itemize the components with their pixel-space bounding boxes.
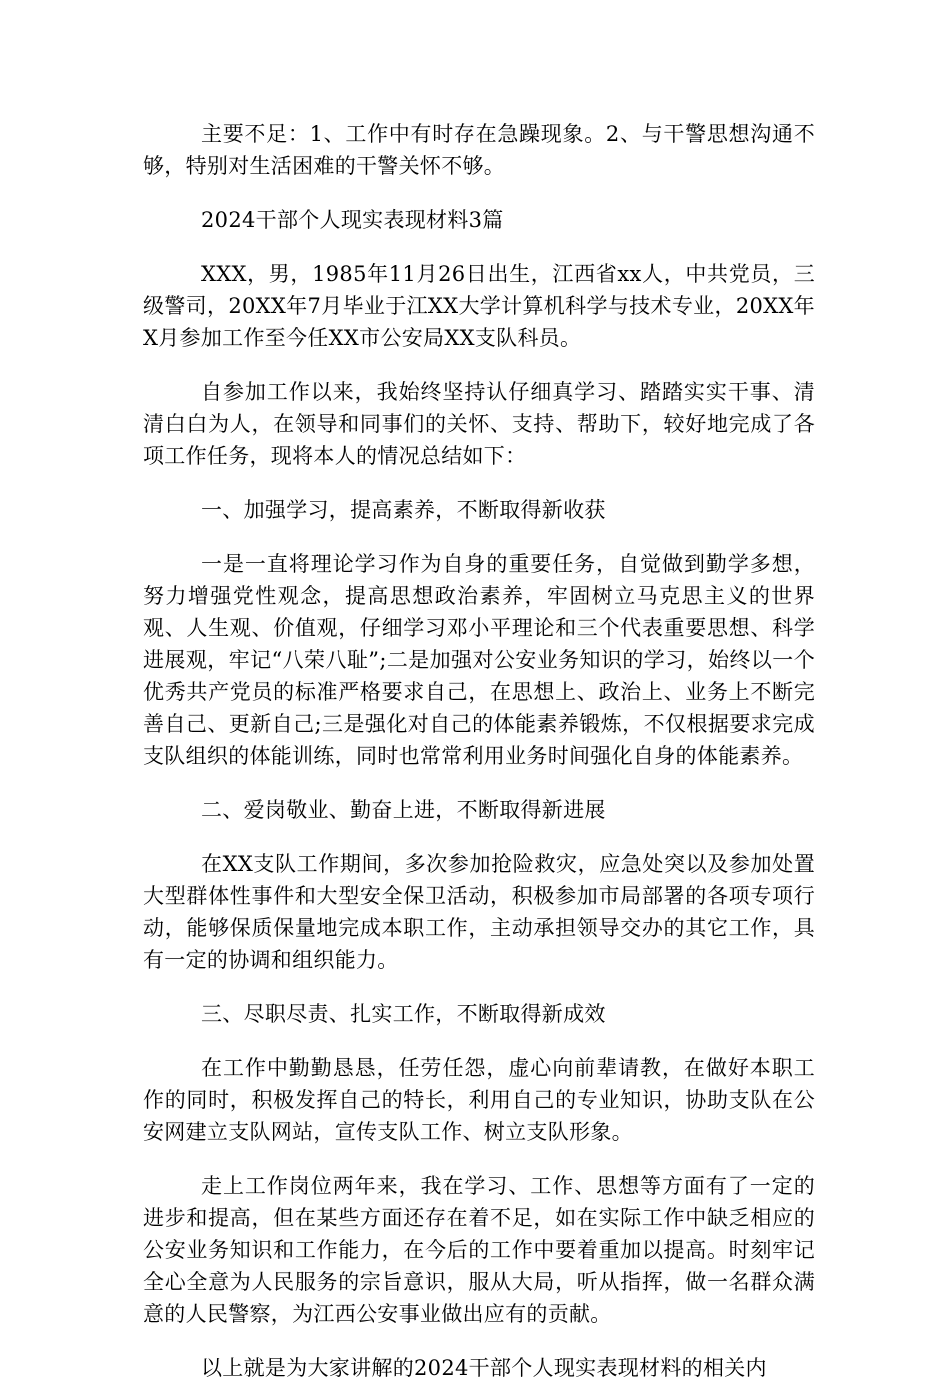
document-title: 2024干部个人现实表现材料3篇 xyxy=(201,208,504,232)
paragraph-dedication: 在XX支队工作期间，多次参加抢险救灾，应急处突以及参加处置大型群体性事件和大型安全保卫活动，积极参加市局部署的各项专项行动，能够保质保量地完成本职工作，主动承担领导交办的其它工作，具有一定的协调和组织能力。 xyxy=(143,852,815,972)
paragraph-learning: 一是一直将理论学习作为自身的重要任务，自觉做到勤学多想，努力增强党性观念，提高思想政治素养，牢固树立马克思主义的世界观、人生观、价值观，仔细学习邓小平理论和三个代表重要思想、科学进展观，牢记“八荣八耻”;二是加强对公安业务知识的学习，始终以一个优秀共产党员的标准严格要求自己，在思想上、政治上、业务上不断完善自己、更新自己;三是强化对自己的体能素养锻炼，不仅根据要求完成支队组织的体能训练，同时也常常利用业务时间强化自身的体能素养。 xyxy=(143,552,815,768)
paragraph-personal-info: XXX，男，1985年11月26日出生，江西省xx人，中共党员，三级警司，20XX年7月毕业于江XX大学计算机科学与技术专业，20XX年X月参加工作至今任XX市公安局XX支队科员。 xyxy=(143,262,815,350)
paragraph-summary: 走上工作岗位两年来，我在学习、工作、思想等方面有了一定的进步和提高，但在某些方面还存在着不足，如在实际工作中缺乏相应的公安业务知识和工作能力，在今后的工作中要着重加以提高。时刻牢记全心全意为人民服务的宗旨意识，服从大局，听从指挥，做一名群众满意的人民警察，为江西公安事业做出应有的贡献。 xyxy=(143,1174,815,1326)
section-heading-1: 一、加强学习，提高素养，不断取得新收获 xyxy=(201,498,606,522)
paragraph-closing: 以上就是为大家讲解的2024干部个人现实表现材料的相关内 xyxy=(201,1356,767,1380)
paragraph-diligence: 在工作中勤勤恳恳，任劳任怨，虚心向前辈请教，在做好本职工作的同时，积极发挥自己的特长，利用自己的专业知识，协助支队在公安网建立支队网站，宣传支队工作、树立支队形象。 xyxy=(143,1056,815,1144)
paragraph-introduction: 自参加工作以来，我始终坚持认仔细真学习、踏踏实实干事、清清白白为人，在领导和同事们的关怀、支持、帮助下，较好地完成了各项工作任务，现将本人的情况总结如下： xyxy=(143,380,815,468)
section-heading-3: 三、尽职尽责、扎实工作，不断取得新成效 xyxy=(201,1002,606,1026)
document-body xyxy=(143,118,815,1384)
paragraph-shortcomings: 主要不足：1、工作中有时存在急躁现象。2、与干警思想沟通不够，特别对生活困难的干警关怀不够。 xyxy=(143,122,815,178)
section-heading-2: 二、爱岗敬业、勤奋上进，不断取得新进展 xyxy=(201,798,606,822)
